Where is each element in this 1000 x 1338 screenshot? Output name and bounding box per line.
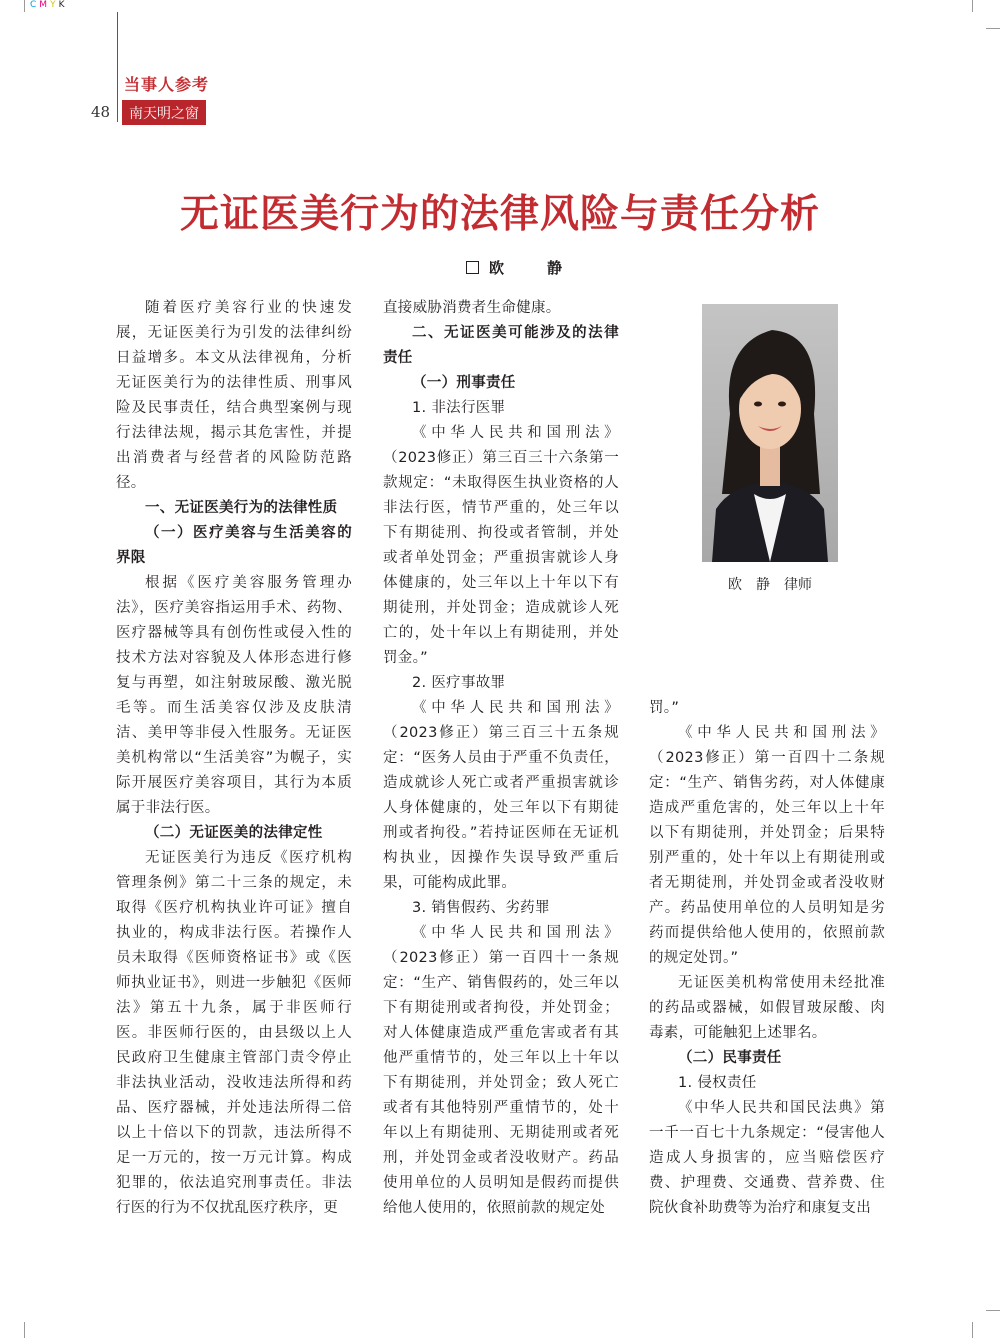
article-title: 无证医美行为的法律风险与责任分析 xyxy=(179,192,820,237)
text-column-1 xyxy=(116,296,352,1221)
cmyk-y: Y xyxy=(50,0,57,10)
cmyk-m: M xyxy=(39,0,49,10)
column-tag: 南天明之窗 xyxy=(122,100,206,125)
paragraph: 2. 医疗事故罪 xyxy=(412,675,506,691)
paragraph: 无证医美行为违反《医疗机构管理条例》第二十三条的规定，未取得《医疗机构执业许可证》擅自执业的，构成非法行医。若操作人员未取得《医师资格证书》或《医师执业证书》，则进一步触犯《医师法》第五十九条，属于非医师行医。非医师行医的，由县级以上人民政府卫生健康主管部门责令停止非法执业活动，没收违法所得和药品、医疗器械，并处违法所得二倍以上十倍以下的罚款，违法所得不足一万元的，按一万元计算。构成犯罪的，依法追究刑事责任。非法行医的行为不仅扰乱医疗秩序，更 xyxy=(116,850,352,1216)
section-heading: 一、无证医美行为的法律性质 xyxy=(145,500,338,516)
crop-mark xyxy=(24,1322,25,1338)
author-name: 欧 静 xyxy=(489,259,577,277)
paragraph: 无证医美机构常使用未经批准的药品或器械，如假冒玻尿酸、肉毒素，可能触犯上述罪名。 xyxy=(649,975,885,1041)
section-heading: （二）民事责任 xyxy=(678,1050,782,1066)
header-rule xyxy=(117,12,118,122)
author-photo xyxy=(702,304,838,562)
paragraph: 《中华人民共和国刑法》（2023修正）第三百三十五条规定：“医务人员由于严重不负责任，造成就诊人死亡或者严重损害就诊人身体健康的，处三年以下有期徒刑或者拘役。”若持证医师在无证机构执业，因操作失误导致严重后果，可能构成此罪。 xyxy=(383,700,619,891)
cmyk-color-bar xyxy=(30,0,67,10)
text-column-2 xyxy=(383,296,619,1221)
section-heading: （一）刑事责任 xyxy=(412,375,516,391)
paragraph: 1. 侵权责任 xyxy=(678,1075,757,1091)
photo-caption: 欧 静 律师 xyxy=(728,577,812,593)
page-number: 48 xyxy=(91,103,111,121)
crop-mark xyxy=(24,0,25,12)
paragraph: 根据《医疗美容服务管理办法》，医疗美容指运用手术、药物、医疗器械等具有创伤性或侵入性的技术方法对容貌及人体形态进行修复与再塑，如注射玻尿酸、激光脱毛等。而生活美容仅涉及皮肤清洁、美甲等非侵入性服务。无证医美机构常以“生活美容”为幌子，实际开展医疗美容项目，其行为本质属于非法行医。 xyxy=(116,575,352,816)
paragraph: 《中华人民共和国刑法》（2023修正）第一百四十一条规定：“生产、销售假药的，处三年以下有期徒刑或者拘役，并处罚金；对人体健康造成严重危害或者有其他严重情节的，处三年以上十年以下有期徒刑，并处罚金；致人死亡或者有其他特别严重情节的，处十年以上有期徒刑、无期徒刑或者死刑，并处罚金或者没收财产。药品使用单位的人员明知是假药而提供给他人使用的，依照前款的规定处 xyxy=(383,925,619,1216)
section-title: 当事人参考 xyxy=(124,75,210,94)
square-icon xyxy=(466,261,479,274)
paragraph: 《中华人民共和国刑法》（2023修正）第一百四十二条规定：“生产、销售劣药，对人体健康造成严重危害的，处三年以上十年以下有期徒刑，并处罚金；后果特别严重的，处十年以上有期徒刑或者无期徒刑，并处罚金或者没收财产。药品使用单位的人员明知是劣药而提供给他人使用的，依照前款的规定处罚。” xyxy=(649,725,885,966)
paragraph: 《中华人民共和国民法典》第一千一百七十九条规定：“侵害他人造成人身损害的，应当赔偿医疗费、护理费、交通费、营养费、住院伙食补助费等为治疗和康复支出 xyxy=(649,1100,885,1216)
section-heading: （二）无证医美的法律定性 xyxy=(145,825,323,841)
paragraph: 3. 销售假药、劣药罪 xyxy=(412,900,550,916)
paragraph: 直接威胁消费者生命健康。 xyxy=(383,300,561,316)
paragraph: 罚。” xyxy=(649,700,680,716)
text-column-3 xyxy=(649,696,885,1221)
section-heading: 二、无证医美可能涉及的法律责任 xyxy=(383,325,619,366)
paragraph: 《中华人民共和国刑法》（2023修正）第三百三十六条第一款规定：“未取得医生执业资格的人非法行医，情节严重的，处三年以下有期徒刑、拘役或者管制，并处或者单处罚金；严重损害就诊人身体健康的，处三年以上十年以下有期徒刑，并处罚金；造成就诊人死亡的，处十年以上有期徒刑，并处罚金。” xyxy=(383,425,619,666)
crop-mark xyxy=(986,1310,1000,1311)
paragraph: 随着医疗美容行业的快速发展，无证医美行为引发的法律纠纷日益增多。本文从法律视角，分析无证医美行为的法律性质、刑事风险及民事责任，结合典型案例与现行法律法规，揭示其危害性，并提出消费者与经营者的风险防范路径。 xyxy=(116,300,352,491)
section-heading: （一）医疗美容与生活美容的界限 xyxy=(116,525,352,566)
crop-mark xyxy=(972,1322,973,1338)
crop-mark xyxy=(986,28,1000,29)
crop-mark xyxy=(972,0,973,12)
byline xyxy=(466,257,576,278)
paragraph: 1. 非法行医罪 xyxy=(412,400,506,416)
cmyk-k: K xyxy=(58,0,66,10)
cmyk-c: C xyxy=(30,0,38,10)
